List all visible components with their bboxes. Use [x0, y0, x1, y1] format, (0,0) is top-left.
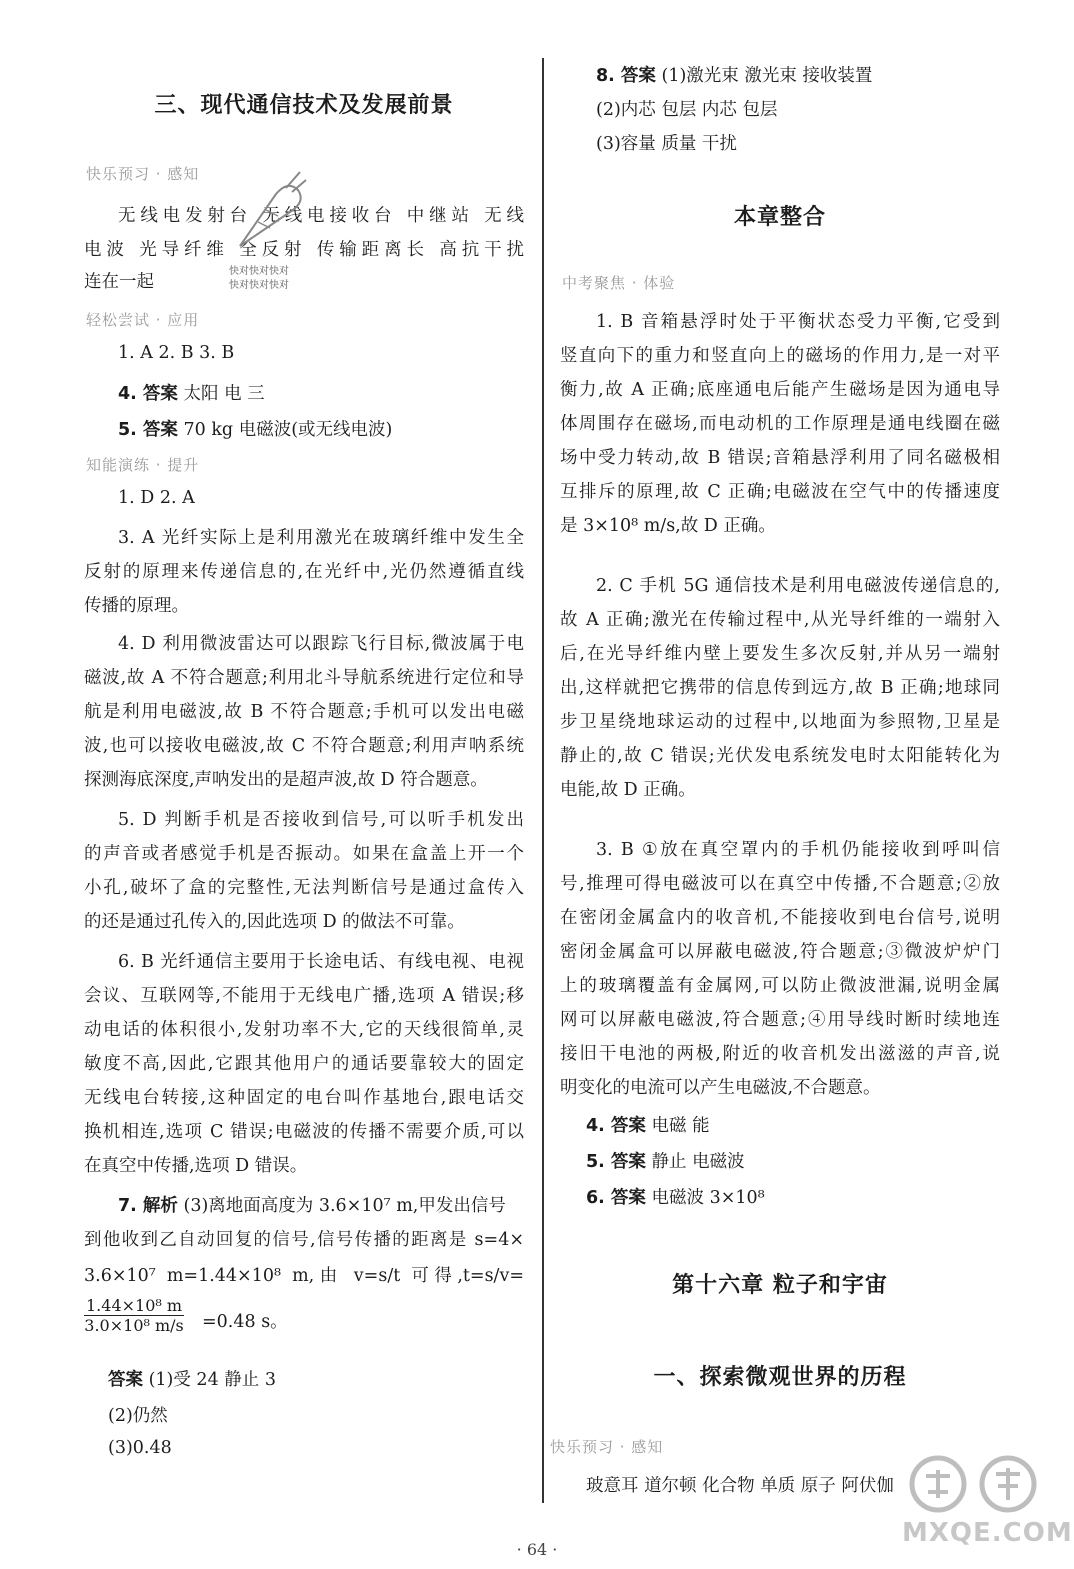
answer-5-label: 5. 答案	[118, 420, 178, 440]
answer-4-label: 4. 答案	[118, 384, 178, 404]
exam-3-line-4: 密闭金属盒可以屏蔽电磁波,符合题意;③微波炉炉门	[560, 942, 1000, 962]
exam-answer-6	[586, 1184, 765, 1209]
practice-7-line-3: 3.6×10⁷ m=1.44×10⁸ m,由 v=s/t 可得,t=s/v=	[84, 1266, 524, 1286]
answer-line-1-3: 1. A 2. B 3. B	[118, 343, 235, 363]
exam-2-line-1: 2. C 手机 5G 通信技术是利用电磁波传递信息的,	[596, 576, 1000, 596]
exam-1-line-5: 场中受力转动,故 B 错误;音箱悬浮利用了同名磁极相	[560, 448, 1000, 468]
answer-8-line-2: (2)内芯 包层 内芯 包层	[596, 100, 778, 120]
practice-line-1-2: 1. D 2. A	[118, 488, 195, 508]
practice-6-line-4: 敏度不高,因此,它跟其他用户的通话要靠较大的固定	[84, 1054, 524, 1074]
practice-7-answer-2: (2)仍然	[108, 1406, 168, 1426]
answer-8-label: 8. 答案	[596, 66, 656, 86]
practice-7-answer-label: 答案	[108, 1370, 143, 1390]
answer-8-text-1: (1)激光束 激光束 接收装置	[661, 66, 873, 86]
exam-1-line-7: 是 3×10⁸ m/s,故 D 正确。	[560, 516, 776, 536]
watermark-logo	[890, 1452, 1074, 1562]
answer-5-text: 70 kg 电磁波(或无线电波)	[183, 420, 393, 440]
section-title: 三、现代通信技术及发展前景	[154, 93, 454, 118]
fraction-numerator: 1.44×10⁸ m	[86, 1296, 183, 1315]
exam-2-line-4: 出,这样就把它携带的信息传到远方,故 B 正确;地球同	[560, 678, 1000, 698]
exam-answer-4-label: 4. 答案	[586, 1116, 646, 1136]
exam-1-line-2: 竖直向下的重力和竖直向上的磁场的作用力,是一对平	[560, 346, 1000, 366]
practice-6-line-3: 动电话的体积很小,发射功率不大,它的天线很简单,灵	[84, 1020, 524, 1040]
watermark-badge-icon	[890, 1452, 1074, 1516]
fraction-denominator: 3.0×10⁸ m/s	[84, 1316, 184, 1335]
practice-5-line-4: 的还是通过孔传入的,因此选项 D 的做法不可靠。	[84, 912, 465, 932]
preview-line-1: 无线电发射台 无线电接收台 中继站 无线	[118, 206, 524, 226]
practice-7-line-2: 到他收到乙自动回复的信号,信号传播的距离是 s=4×	[84, 1230, 524, 1250]
stamp-text-2: 快对快对快对	[229, 280, 289, 291]
carrot-stamp-icon	[230, 166, 308, 256]
exam-answer-4-text: 电磁 能	[651, 1116, 710, 1136]
practice-6-line-1: 6. B 光纤通信主要用于长途电话、有线电视、电视	[118, 952, 524, 972]
practice-6-line-6: 换机相连,选项 C 错误;电磁波的传播不需要介质,可以	[84, 1122, 524, 1142]
exam-1-line-6: 互排斥的原理,故 C 正确;电磁波在空气中的传播速度	[560, 482, 1000, 502]
practice-4-line-4: 波,也可以接收电磁波,故 C 不符合题意;利用声呐系统	[84, 736, 524, 756]
exam-2-line-5: 步卫星绕地球运动的过程中,以地面为参照物,卫星是	[560, 712, 1000, 732]
practice-7-line-1	[118, 1192, 506, 1217]
lesson-title: 一、探索微观世界的历程	[653, 1365, 907, 1390]
exam-2-line-6: 静止的,故 C 错误;光伏发电系统发电时太阳能转化为	[560, 746, 1000, 766]
fraction-result: =0.48 s。	[202, 1312, 288, 1332]
exam-3-line-2: 号,推理可得电磁波可以在真空中传播,不合题意;②放	[560, 874, 1000, 894]
practice-3-line-2: 反射的原理来传递信息的,在光纤中,光仍然遵循直线	[84, 562, 524, 582]
chapter-title: 第十六章 粒子和宇宙	[672, 1273, 888, 1298]
exam-answer-5	[586, 1148, 745, 1173]
exam-2-line-3: 后,在光导纤维内壁上要发生多次反射,并从另一端射	[560, 644, 1000, 664]
exam-answer-4	[586, 1112, 710, 1137]
answer-line-4	[118, 380, 265, 405]
practice-6-line-7: 在真空中传播,选项 D 错误。	[84, 1156, 308, 1176]
answer-4-text: 太阳 电 三	[183, 384, 265, 404]
practice-7-answer-text-1: (1)受 24 静止 3	[148, 1370, 276, 1390]
section-label-exam: 中考聚焦 · 体验	[562, 274, 676, 292]
answer-8-line-1	[596, 62, 872, 87]
section-label-preview-2: 快乐预习 · 感知	[550, 1438, 664, 1456]
practice-5-line-1: 5. D 判断手机是否接收到信号,可以听手机发出	[118, 810, 524, 830]
exam-3-line-8: 明变化的电流可以产生电磁波,不合题意。	[560, 1078, 881, 1098]
exam-answer-6-text: 电磁波 3×10⁸	[651, 1188, 765, 1208]
exam-2-line-2: 故 A 正确;激光在传输过程中,从光导纤维的一端射入	[560, 610, 1000, 630]
exam-1-line-4: 体周围存在磁场,而电动机的工作原理是通电线圈在磁	[560, 414, 1000, 434]
practice-3-line-1: 3. A 光纤实际上是利用激光在玻璃纤维中发生全	[118, 528, 524, 548]
column-divider	[542, 58, 544, 1503]
preview-line-2: 电波 光导纤维 全反射 传输距离长 高抗干扰	[84, 240, 524, 260]
section-label-try: 轻松尝试 · 应用	[86, 311, 200, 329]
answer-line-5	[118, 416, 392, 441]
exam-answer-5-text: 静止 电磁波	[651, 1152, 745, 1172]
exam-2-line-7: 电能,故 D 正确。	[560, 780, 696, 800]
chapter-summary-title: 本章整合	[733, 205, 826, 230]
exam-1-line-3: 衡力,故 A 正确;底座通电后能产生磁场是因为通电导	[560, 380, 1000, 400]
practice-7-answer-1	[108, 1366, 276, 1391]
page-number: · 64 ·	[516, 1540, 558, 1559]
exam-answer-5-label: 5. 答案	[586, 1152, 646, 1172]
practice-7-answer-3: (3)0.48	[108, 1438, 172, 1458]
preview-line-3: 连在一起	[84, 272, 154, 292]
practice-4-line-3: 航是利用电磁波,故 B 不符合题意;手机可以发出电磁	[84, 702, 524, 722]
practice-5-line-3: 小孔,破坏了盒的完整性,无法判断信号是通过盒传入	[84, 878, 524, 898]
exam-3-line-6: 网可以屏蔽电磁波,符合题意;④用导线时断时续地连	[560, 1010, 1000, 1030]
fraction	[84, 1296, 184, 1335]
practice-6-line-5: 无线电台转接,这种固定的电台叫作基地台,跟电话交	[84, 1088, 524, 1108]
stamp-text-1: 快对快对快对	[229, 266, 289, 277]
practice-4-line-1: 4. D 利用微波雷达可以跟踪飞行目标,微波属于电	[118, 634, 524, 654]
section-label-practice: 知能演练 · 提升	[86, 456, 200, 474]
practice-7-text-1: (3)离地面高度为 3.6×10⁷ m,甲发出信号	[183, 1196, 506, 1216]
practice-5-line-2: 的声音或者感觉手机是否振动。如果在盒盖上开一个	[84, 844, 524, 864]
practice-6-line-2: 会议、互联网等,不能用于无线电广播,选项 A 错误;移	[84, 986, 524, 1006]
answer-8-line-3: (3)容量 质量 干扰	[596, 134, 737, 154]
exam-answer-6-label: 6. 答案	[586, 1188, 646, 1208]
preview-2-line-1: 玻意耳 道尔顿 化合物 单质 原子 阿伏伽	[586, 1476, 894, 1496]
exam-1-line-1: 1. B 音箱悬浮时处于平衡状态受力平衡,它受到	[596, 312, 1000, 332]
practice-3-line-3: 传播的原理。	[84, 596, 189, 616]
exam-3-line-7: 接旧干电池的两极,附近的收音机发出滋滋的声音,说	[560, 1044, 1000, 1064]
practice-4-line-5: 探测海底深度,声呐发出的是超声波,故 D 符合题意。	[84, 770, 488, 790]
exam-3-line-1: 3. B ①放在真空罩内的手机仍能接收到呼叫信	[596, 840, 1000, 860]
exam-3-line-3: 在密闭金属盒内的收音机,不能接收到电台信号,说明	[560, 908, 1000, 928]
exam-3-line-5: 上的玻璃覆盖有金属网,可以防止微波泄漏,说明金属	[560, 976, 1000, 996]
practice-7-label: 7. 解析	[118, 1196, 178, 1216]
practice-4-line-2: 磁波,故 A 不符合题意;利用北斗导航系统进行定位和导	[84, 668, 524, 688]
watermark-text: MXQE.COM	[902, 1518, 1073, 1548]
section-label-preview: 快乐预习 · 感知	[86, 165, 200, 183]
